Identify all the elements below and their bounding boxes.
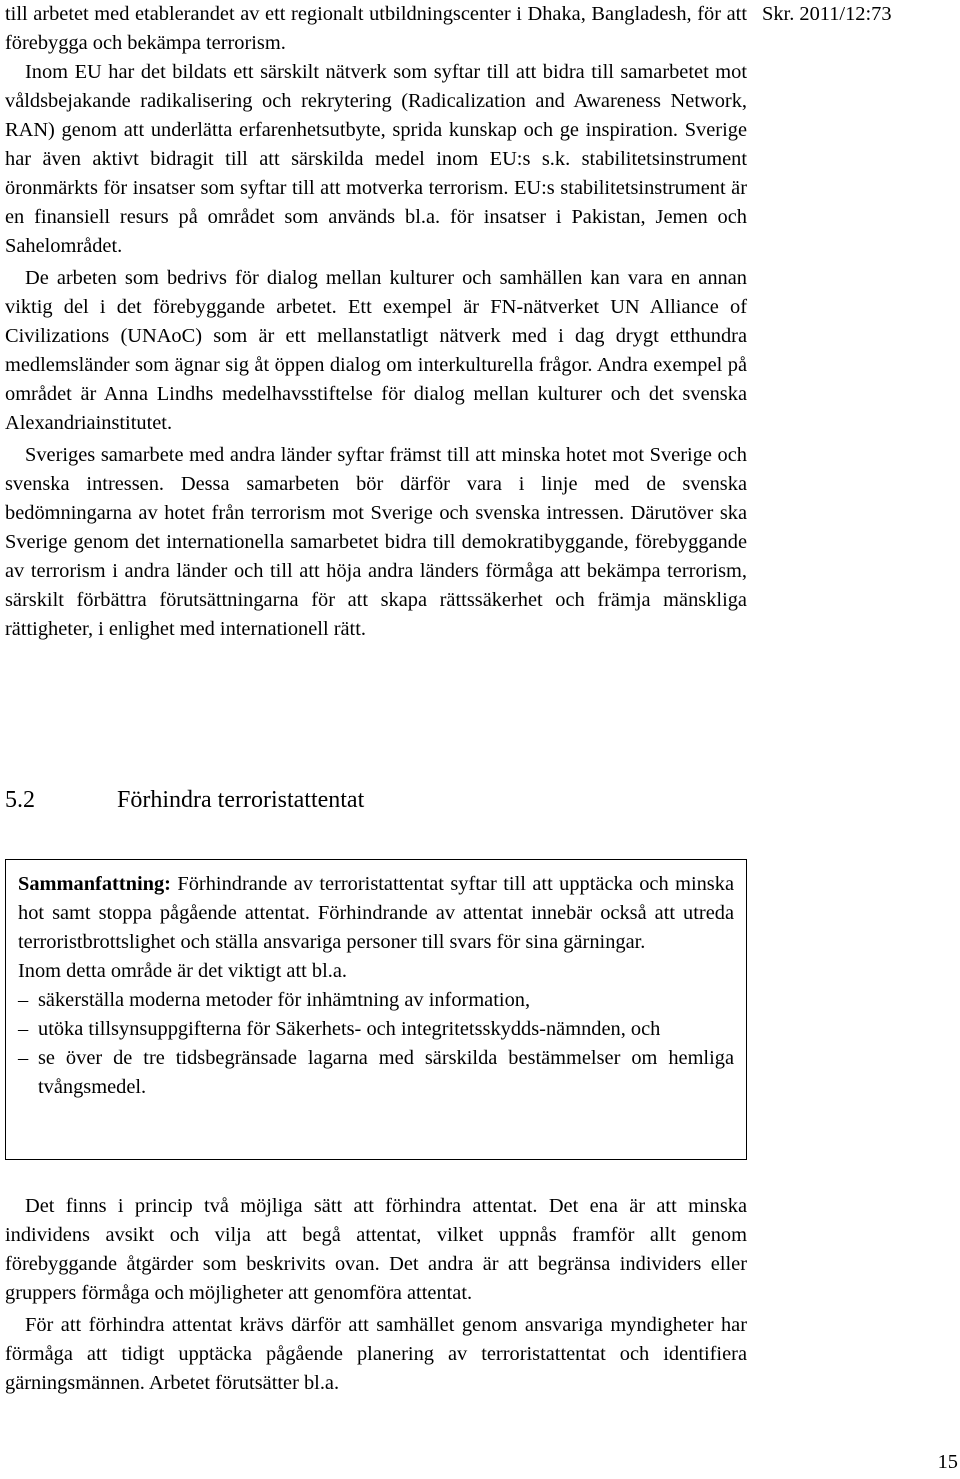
section-title: Förhindra terroristattentat: [117, 787, 365, 813]
section-number: 5.2: [5, 787, 35, 813]
page-number: 15: [937, 1451, 958, 1473]
paragraph: Sveriges samarbete med andra länder syftar främst till att minska hotet mot Sverige och svenska intressen. Dessa samarbeten bör därför vara i linje med de svenska bedömningarna av hotet från terrorism mot Sverige och svenska intressen. Därutöver ska Sverige genom det internationella samarbetet bidra till demokratibyggande, förebyggande av terrorism i andra länder och till att höja andra länders förmåga att bekämpa terrorism, särskilt förbättra förutsättningarna för att skapa rättssäkerhet och främja mänskliga rättigheter, i enlighet med internationell rätt.: [5, 444, 747, 640]
list-item: – se över de tre tidsbegränsade lagarna med särskilda bestämmelser om hemliga tvångsmedel.: [18, 1044, 734, 1102]
summary-intro: Inom detta område är det viktigt att bl.a.: [18, 960, 347, 982]
top-body-text: [5, 0, 747, 644]
paragraph: Inom EU har det bildats ett särskilt nätverk som syftar till att bidra till samarbetet mot våldsbejakande radikalisering och rekrytering (Radicalization and Awareness Network, RAN) genom att underlätta erfarenhetsutbyte, sprida kunskap och ge inspiration. Sverige har även aktivt bidragit till att särskilda medel inom EU:s s.k. stabilitetsinstrument öronmärkts för insatser som syftar till att motverka terrorism. EU:s stabilitetsinstrument är en finansiell resurs på området som används bl.a. för insatser i Pakistan, Jemen och Sahelområdet.: [5, 61, 747, 257]
list-item: – utöka tillsynsuppgifterna för Säkerhets- och integritetsskydds-nämnden, och: [18, 1015, 734, 1044]
list-item: – säkerställa moderna metoder för inhämtning av information,: [18, 986, 734, 1015]
section-heading: [5, 785, 364, 815]
document-reference: Skr. 2011/12:73: [762, 3, 892, 25]
summary-label: Sammanfattning:: [18, 873, 171, 895]
bottom-body-text: [5, 1192, 747, 1398]
dash-marker: –: [18, 1018, 29, 1040]
summary-bullet-list: [18, 986, 734, 1102]
summary-box: [5, 859, 747, 1160]
dash-marker: –: [18, 1047, 29, 1069]
paragraph: De arbeten som bedrivs för dialog mellan kulturer och samhällen kan vara en annan viktig del i det förebyggande arbetet. Ett exempel är FN-nätverket UN Alliance of Civilizations (UNAoC) som är ett mellanstatligt nätverk med i dag drygt etthundra medlemsländer som ägnar sig åt öppen dialog om interkulturella frågor. Andra exempel på området är Anna Lindhs medelhavsstiftelse för dialog mellan kulturer och det svenska Alexandriainstitutet.: [5, 267, 747, 434]
summary-body: Förhindrande av terroristattentat syftar till att upptäcka och minska hot samt stoppa pågående attentat. Förhindrande av attentat innebär också att utreda terroristbrottslighet och ställa ansvariga personer till svars för sina gärningar.: [18, 873, 734, 953]
paragraph: till arbetet med etablerandet av ett regionalt utbildningscenter i Dhaka, Bangladesh, för att förebygga och bekämpa terrorism.: [5, 3, 747, 54]
dash-marker: –: [18, 989, 29, 1011]
paragraph: För att förhindra attentat krävs därför att samhället genom ansvariga myndigheter har förmåga att tidigt upptäcka pågående planering av terroristattentat och identifiera gärningsmännen. Arbetet förutsätter bl.a.: [5, 1314, 747, 1394]
summary-text: [18, 870, 734, 957]
paragraph: Det finns i princip två möjliga sätt att förhindra attentat. Det ena är att minska individens avsikt och vilja att begå attentat, vilket uppnås framför allt genom förebyggande åtgärder som beskrivits ovan. Det andra är att begränsa individers eller gruppers förmåga och möjligheter att genomföra attentat.: [5, 1195, 747, 1304]
